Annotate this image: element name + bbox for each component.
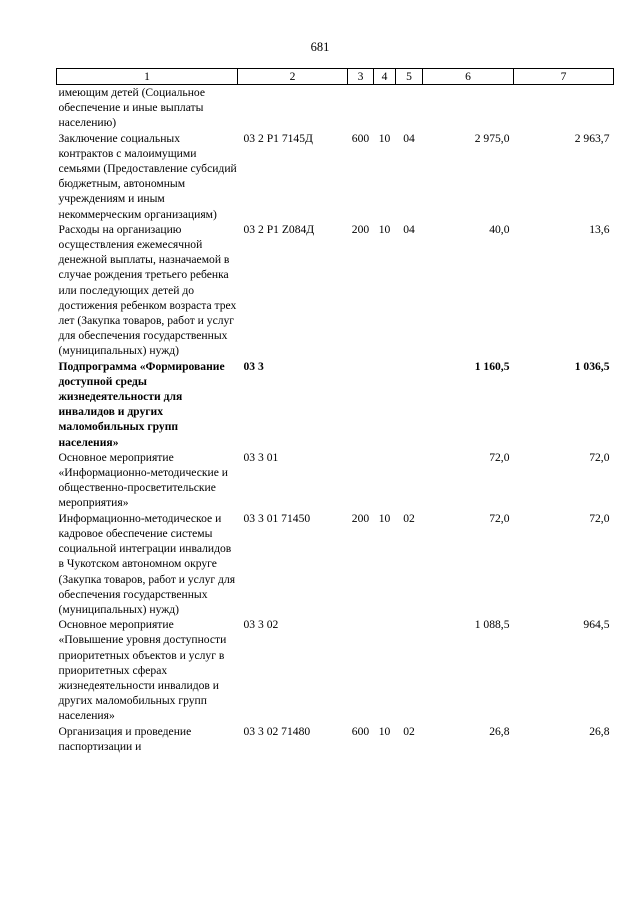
subsection-cell: 04 (403, 131, 415, 145)
column-header: 7 (514, 69, 614, 85)
subsection-cell (396, 450, 423, 511)
section-cell: 10 (378, 511, 391, 525)
target-code-cell (238, 85, 348, 131)
actual-amount-cell (514, 85, 614, 131)
row-name-cell: Расходы на организацию осуществления ежемесячной денежной выплаты, назначаемой в случае рождения третьего ребенка или последующих детей до достижения ребенком возраста трех лет (Закупка товаров, работ и услуг для обеспечения государственных (муниципальных) нужд) (58, 222, 237, 358)
row-name-cell: Подпрограмма «Формирование доступной среды жизнедеятельности для инвалидов и других маломобильных групп населения» (58, 359, 225, 449)
page-number: 681 (310, 40, 330, 54)
table-row (57, 131, 614, 222)
plan-amount-cell (423, 85, 514, 131)
table-row (57, 222, 614, 359)
row-name-cell: Информационно-методическое и кадровое обеспечение системы социальной интеграции инвалидов в Чукотском автономном округе (Закупка товаров, работ и услуг для обеспечения государственных (муниципальных) нужд) (58, 511, 236, 616)
column-header: 4 (374, 69, 396, 85)
subsection-cell: 02 (403, 511, 415, 525)
subsection-cell (396, 359, 423, 450)
table-row (57, 617, 614, 723)
section-cell (374, 617, 396, 723)
actual-amount-cell: 72,0 (589, 511, 610, 525)
target-code-cell: 03 3 01 (243, 450, 279, 464)
section-cell: 10 (378, 724, 391, 738)
subsection-cell (396, 617, 423, 723)
column-header: 5 (396, 69, 423, 85)
column-header: 6 (423, 69, 514, 85)
expense-type-cell: 600 (351, 131, 370, 145)
target-code-cell: 03 2 P1 7145Д (243, 131, 313, 145)
subsection-cell: 04 (403, 222, 415, 236)
column-header: 3 (348, 69, 374, 85)
actual-amount-cell: 26,8 (589, 724, 610, 738)
section-cell (374, 85, 396, 131)
subsection-cell: 02 (403, 724, 415, 738)
section-cell (374, 450, 396, 511)
expense-type-cell (348, 617, 374, 723)
target-code-cell: 03 3 02 71480 (243, 724, 311, 738)
plan-amount-cell: 2 975,0 (474, 131, 510, 145)
expense-type-cell (348, 85, 374, 131)
section-cell: 10 (378, 222, 391, 236)
subsection-cell (396, 85, 423, 131)
expense-type-cell (348, 450, 374, 511)
actual-amount-cell: 1 036,5 (574, 359, 610, 373)
expense-type-cell: 200 (351, 511, 370, 525)
expense-type-cell (348, 359, 374, 450)
column-header: 2 (238, 69, 348, 85)
plan-amount-cell: 40,0 (489, 222, 510, 236)
actual-amount-cell: 72,0 (589, 450, 610, 464)
expense-type-cell: 600 (351, 724, 370, 738)
actual-amount-cell: 964,5 (583, 618, 610, 632)
plan-amount-cell: 1 088,5 (474, 618, 510, 632)
actual-amount-cell: 13,6 (589, 222, 610, 236)
row-name-cell: Заключение социальных контрактов с малоимущими семьями (Предоставление субсидий бюджетным, автономным учреждениям и иным некоммерческим организациям) (58, 131, 237, 221)
target-code-cell: 03 3 (243, 359, 264, 373)
expense-type-cell: 200 (351, 222, 370, 236)
table-row (57, 359, 614, 450)
table-row (57, 85, 614, 131)
row-name-cell: Основное мероприятие «Информационно-методические и общественно-просветительские мероприятия» (58, 450, 228, 510)
plan-amount-cell: 26,8 (489, 724, 510, 738)
target-code-cell: 03 3 02 (243, 618, 279, 632)
plan-amount-cell: 72,0 (489, 511, 510, 525)
table-row (57, 724, 614, 754)
plan-amount-cell: 72,0 (489, 450, 510, 464)
column-header: 1 (57, 69, 238, 85)
row-name-cell: имеющим детей (Социальное обеспечение и иные выплаты населению) (58, 86, 205, 130)
budget-table (56, 68, 614, 754)
section-cell: 10 (378, 131, 391, 145)
header-row (57, 69, 614, 85)
plan-amount-cell: 1 160,5 (474, 359, 510, 373)
row-name-cell: Основное мероприятие «Повышение уровня доступности приоритетных объектов и услуг в приоритетных сферах жизнедеятельности инвалидов и других маломобильных групп населения» (58, 618, 227, 723)
target-code-cell: 03 3 01 71450 (243, 511, 311, 525)
row-name-cell: Организация и проведение паспортизации и (58, 724, 192, 753)
table-row (57, 511, 614, 617)
table-row (57, 450, 614, 511)
target-code-cell: 03 2 P1 Z084Д (243, 222, 315, 236)
section-cell (374, 359, 396, 450)
actual-amount-cell: 2 963,7 (574, 131, 610, 145)
